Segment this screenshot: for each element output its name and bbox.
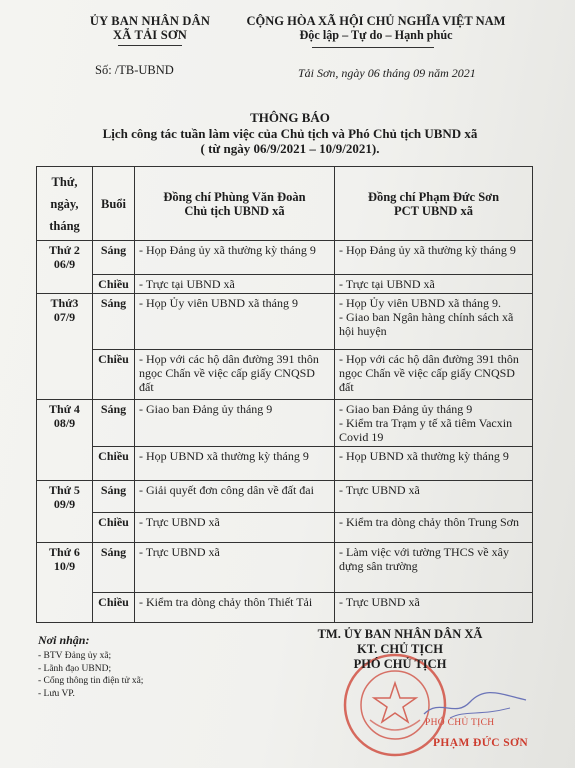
- task-item: - Họp với các hộ dân đường 391 thôn ngọc Chấn về việc cấp giấy CNQSD đất: [139, 352, 319, 394]
- issuer-line-2: XÃ TẢI SƠN: [112, 28, 187, 42]
- document-title-block: [40, 110, 540, 157]
- chairman-task-cell: [135, 350, 335, 400]
- vice-chairman-task-cell: [335, 481, 533, 513]
- task-item: - Trực UBND xã: [339, 483, 420, 497]
- header-day: Thứ, ngày, tháng: [37, 167, 93, 241]
- recipients-list: [38, 650, 143, 700]
- table-row: [37, 241, 533, 275]
- session-cell: Chiều: [93, 350, 135, 400]
- document-subtitle: Lịch công tác tuần làm việc của Chủ tịch và Phó Chủ tịch UBND xã: [102, 125, 478, 141]
- recipients-label: Nơi nhận:: [38, 633, 90, 647]
- document-number: Số: /TB-UBND: [95, 63, 174, 77]
- person-1-title: Chủ tịch UBND xã: [184, 203, 285, 218]
- person-1-name: Đồng chí Phùng Văn Đoàn: [163, 189, 306, 204]
- chairman-task-cell: [135, 513, 335, 543]
- task-item: - Giao ban Đảng ủy tháng 9: [339, 402, 473, 416]
- table-row: [37, 513, 533, 543]
- session-cell: Chiều: [93, 447, 135, 481]
- day-cell: [37, 543, 93, 623]
- issuer-underline: [118, 45, 182, 46]
- national-title: CỘNG HÒA XÃ HỘI CHỦ NGHĨA VIỆT NAM: [246, 14, 506, 28]
- national-header: [226, 14, 526, 42]
- task-item: - Làm việc với tường THCS về xây dựng sân trường: [339, 545, 509, 573]
- recipient-item: - BTV Đảng ủy xã;: [38, 651, 112, 661]
- task-item: - Giao ban Ngân hàng chính sách xã hội huyện: [339, 310, 514, 338]
- header-person-2: [335, 167, 533, 241]
- stamp-title: PHÓ CHỦ TỊCH: [425, 718, 495, 728]
- day-name: Thứ3: [50, 296, 79, 310]
- task-item: - Họp UBND xã thường kỳ tháng 9: [339, 449, 509, 463]
- schedule-table: [36, 166, 533, 623]
- header-session: Buổi: [93, 167, 135, 241]
- task-item: - Giao ban Đảng ủy tháng 9: [139, 402, 273, 416]
- document-period: ( từ ngày 06/9/2021 – 10/9/2021).: [200, 141, 380, 156]
- vice-chairman-task-cell: [335, 275, 533, 294]
- task-item: - Trực tại UBND xã: [139, 277, 235, 291]
- session-cell: Sáng: [93, 481, 135, 513]
- day-date: 10/9: [53, 559, 76, 573]
- session-cell: Sáng: [93, 400, 135, 447]
- recipient-item: - Lưu VP.: [38, 688, 75, 699]
- task-item: - Họp với các hộ dân đường 391 thôn ngọc Chấn về việc cấp giấy CNQSD đất: [339, 352, 519, 394]
- day-name: Thứ 6: [49, 545, 80, 559]
- vice-chairman-task-cell: [335, 350, 533, 400]
- session-cell: Chiều: [93, 275, 135, 294]
- session-cell: Sáng: [93, 543, 135, 593]
- table-row: [37, 294, 533, 350]
- chairman-task-cell: [135, 241, 335, 275]
- task-item: - Kiểm tra dòng chảy thôn Trung Sơn: [339, 515, 520, 529]
- table-row: [37, 447, 533, 481]
- day-cell: [37, 400, 93, 481]
- day-cell: [37, 294, 93, 400]
- motto-underline: [312, 47, 434, 48]
- vice-chairman-task-cell: [335, 400, 533, 447]
- person-2-name: Đồng chí Phạm Đức Sơn: [367, 189, 500, 204]
- document-date: Tải Sơn, ngày 06 tháng 09 năm 2021: [298, 66, 476, 80]
- task-item: - Họp Ủy viên UBND xã tháng 9: [139, 296, 298, 310]
- task-item: - Kiểm tra Trạm y tế xã tiêm Vacxin Covid 19: [339, 416, 513, 444]
- day-date: 09/9: [53, 497, 76, 511]
- day-date: 07/9: [53, 310, 76, 324]
- table-row: [37, 543, 533, 593]
- day-name: Thứ 4: [49, 402, 80, 416]
- recipient-item: - Lãnh đạo UBND;: [38, 663, 112, 674]
- issuer-header: [75, 14, 225, 42]
- chairman-task-cell: [135, 447, 335, 481]
- task-item: - Trực UBND xã: [139, 515, 220, 529]
- task-item: - Giải quyết đơn công dân về đất đai: [139, 483, 314, 497]
- national-motto: Độc lập – Tự do – Hạnh phúc: [299, 28, 453, 42]
- vice-chairman-task-cell: [335, 593, 533, 623]
- session-cell: Chiều: [93, 513, 135, 543]
- day-name: Thứ 5: [49, 483, 80, 497]
- vice-chairman-task-cell: [335, 294, 533, 350]
- header-person-1: [135, 167, 335, 241]
- day-date: 06/9: [53, 257, 76, 271]
- task-item: - Họp Ủy viên UBND xã tháng 9.: [339, 296, 501, 310]
- issuer-line-1: ỦY BAN NHÂN DÂN: [89, 14, 211, 28]
- task-item: - Trực tại UBND xã: [339, 277, 435, 291]
- document-title: THÔNG BÁO: [250, 110, 330, 125]
- task-item: - Kiểm tra dòng chảy thôn Thiết Tải: [139, 595, 313, 609]
- chairman-task-cell: [135, 481, 335, 513]
- chairman-task-cell: [135, 593, 335, 623]
- session-cell: Sáng: [93, 241, 135, 275]
- schedule-body: [37, 241, 533, 623]
- signature-block: [305, 627, 495, 672]
- table-row: [37, 400, 533, 447]
- chairman-task-cell: [135, 543, 335, 593]
- table-row: [37, 593, 533, 623]
- signature-role: PHÓ CHỦ TỊCH: [353, 657, 447, 671]
- chairman-task-cell: [135, 400, 335, 447]
- task-item: - Họp UBND xã thường kỳ tháng 9: [139, 449, 309, 463]
- day-date: 08/9: [53, 416, 76, 430]
- task-item: - Họp Đảng ủy xã thường kỳ tháng 9: [139, 243, 316, 257]
- day-cell: [37, 481, 93, 543]
- task-item: - Họp Đảng ủy xã thường kỳ tháng 9: [339, 243, 516, 257]
- vice-chairman-task-cell: [335, 543, 533, 593]
- vice-chairman-task-cell: [335, 513, 533, 543]
- session-cell: Chiều: [93, 593, 135, 623]
- table-header-row: [37, 167, 533, 241]
- chairman-task-cell: [135, 294, 335, 350]
- stamp-name: PHẠM ĐỨC SƠN: [433, 737, 529, 749]
- person-2-title: PCT UBND xã: [394, 203, 473, 218]
- recipient-item: - Cổng thông tin điện tử xã;: [38, 676, 144, 686]
- vice-chairman-task-cell: [335, 447, 533, 481]
- task-item: - Trực UBND xã: [339, 595, 420, 609]
- table-row: [37, 350, 533, 400]
- day-name: Thứ 2: [49, 243, 80, 257]
- vice-chairman-task-cell: [335, 241, 533, 275]
- signature-kt: KT. CHỦ TỊCH: [356, 642, 443, 656]
- day-cell: [37, 241, 93, 294]
- session-cell: Sáng: [93, 294, 135, 350]
- table-row: [37, 481, 533, 513]
- chairman-task-cell: [135, 275, 335, 294]
- signature-org: TM. ỦY BAN NHÂN DÂN XÃ: [317, 627, 483, 641]
- task-item: - Trực UBND xã: [139, 545, 220, 559]
- table-row: [37, 275, 533, 294]
